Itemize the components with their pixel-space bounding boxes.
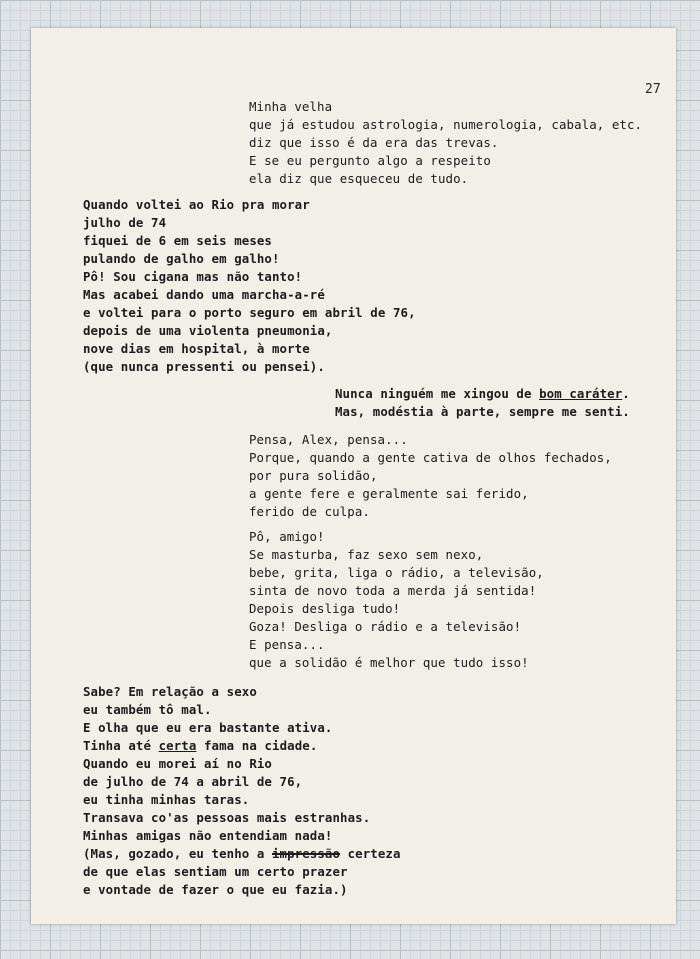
- text-line: [335, 385, 630, 403]
- text-line: (que nunca pressenti ou pensei).: [83, 359, 325, 374]
- text-line: que a solidão é melhor que tudo isso!: [249, 655, 529, 670]
- stanza: [249, 98, 642, 188]
- text-line: Pô! Sou cigana mas não tanto!: [83, 269, 303, 284]
- text-line: e vontade de fazer o que eu fazia.): [83, 882, 348, 897]
- text-line: de que elas sentiam um certo prazer: [83, 864, 348, 879]
- text-line: Se masturba, faz sexo sem nexo,: [249, 547, 484, 562]
- text-line: E olha que eu era bastante ativa.: [83, 720, 333, 735]
- struck-word: impressão: [272, 846, 341, 861]
- text-line: Minhas amigas não entendiam nada!: [83, 828, 333, 843]
- stanza: [83, 683, 401, 899]
- text-line: Sabe? Em relação a sexo: [83, 684, 257, 699]
- stanza: [83, 196, 416, 376]
- text-line: Depois desliga tudo!: [249, 601, 401, 616]
- text-line: diz que isso é da era das trevas.: [249, 135, 499, 150]
- stanza: [335, 385, 630, 421]
- text-line: Pô, amigo!: [249, 529, 325, 544]
- text-line: ferido de culpa.: [249, 504, 370, 519]
- text-line: de julho de 74 a abril de 76,: [83, 774, 303, 789]
- text-line: bebe, grita, liga o rádio, a televisão,: [249, 565, 544, 580]
- underlined-word: certa: [158, 738, 197, 753]
- text-line: ela diz que esqueceu de tudo.: [249, 171, 469, 186]
- text-line: eu tinha minhas taras.: [83, 792, 250, 807]
- text-line: depois de uma violenta pneumonia,: [83, 323, 333, 338]
- typewritten-page: [31, 28, 676, 924]
- text-line: Minha velha: [249, 99, 333, 114]
- line-segment: Nunca ninguém me xingou de: [335, 386, 532, 401]
- text-line: Quando eu morei aí no Rio: [83, 756, 272, 771]
- text-line: por pura solidão,: [249, 468, 378, 483]
- text-line: E pensa...: [249, 637, 325, 652]
- text-line: E se eu pergunto algo a respeito: [249, 153, 491, 168]
- line-segment: Tinha até: [83, 738, 152, 753]
- line-segment: .: [622, 386, 630, 401]
- text-line: pulando de galho em galho!: [83, 251, 280, 266]
- text-line: Goza! Desliga o rádio e a televisão!: [249, 619, 522, 634]
- text-line: [83, 845, 401, 863]
- text-line: Pensa, Alex, pensa...: [249, 432, 408, 447]
- line-segment: certeza: [347, 846, 401, 861]
- stanza: [249, 431, 612, 521]
- line-segment: (Mas, gozado, eu tenho a: [83, 846, 265, 861]
- underlined-phrase: bom caráter: [539, 386, 623, 401]
- text-line: Mas, modéstia à parte, sempre me senti.: [335, 404, 630, 419]
- text-line: [83, 737, 401, 755]
- page-number: 27: [645, 82, 661, 97]
- text-line: Quando voltei ao Rio pra morar: [83, 197, 310, 212]
- text-line: a gente fere e geralmente sai ferido,: [249, 486, 529, 501]
- text-line: julho de 74: [83, 215, 167, 230]
- text-line: fiquei de 6 em seis meses: [83, 233, 272, 248]
- text-line: e voltei para o porto seguro em abril de 76,: [83, 305, 416, 320]
- text-line: Porque, quando a gente cativa de olhos fechados,: [249, 450, 612, 465]
- text-line: eu também tô mal.: [83, 702, 212, 717]
- text-line: Mas acabei dando uma marcha-a-ré: [83, 287, 325, 302]
- line-segment: fama na cidade.: [203, 738, 318, 753]
- text-line: sinta de novo toda a merda já sentida!: [249, 583, 537, 598]
- text-line: que já estudou astrologia, numerologia, cabala, etc.: [249, 117, 643, 132]
- text-line: nove dias em hospital, à morte: [83, 341, 310, 356]
- stanza: [249, 528, 544, 672]
- text-line: Transava co'as pessoas mais estranhas.: [83, 810, 371, 825]
